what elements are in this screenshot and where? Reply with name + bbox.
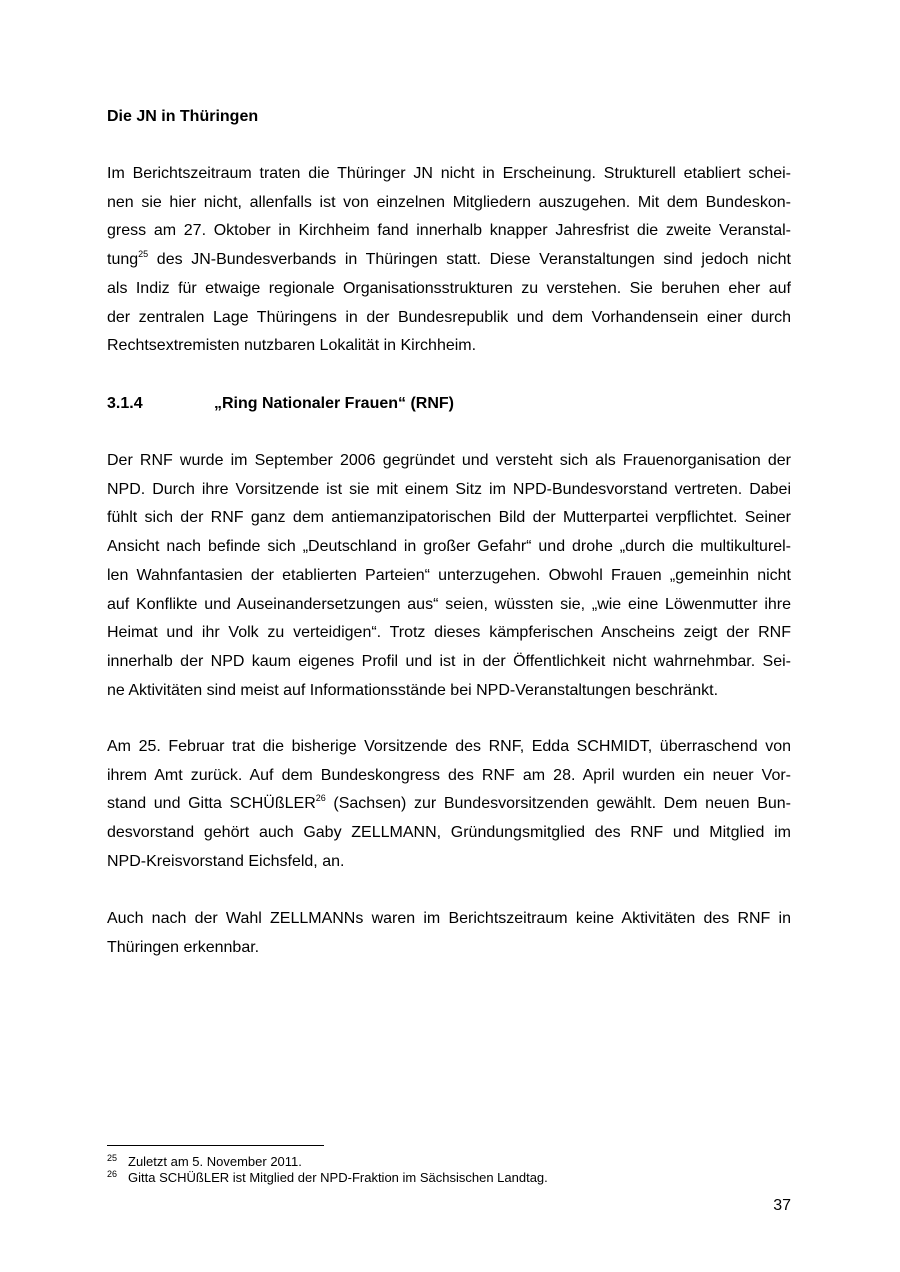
line-text: tung [107, 251, 139, 269]
paragraph-line: Im Berichtszeitraum traten die Thüringer JN nicht in Erscheinung. Strukturell etabliert schei- [107, 165, 791, 182]
paragraph-line: als Indiz für etwaige regionale Organisationsstrukturen zu verstehen. Sie beruhen eher auf [107, 279, 791, 297]
paragraph-zellmann [107, 905, 791, 962]
line-text: stand und Gitta SCHÜßLER [107, 795, 316, 813]
heading-jn-thueringen: Die JN in Thüringen [107, 108, 259, 125]
paragraph-line: Rechtsextremisten nutzbaren Lokalität in Kirchheim. [107, 337, 477, 355]
paragraph-line: len Wahnfantasien der etablierten Parteien“ unterzugehen. Obwohl Frauen „gemeinhin nicht [107, 566, 791, 584]
paragraph-line: auf Konflikte und Auseinandersetzungen aus“ seien, wüssten sie, „wie eine Löwenmutter ihre [107, 595, 791, 613]
section-number: 3.1.4 [107, 395, 143, 412]
paragraph-line: innerhalb der NPD kaum eigenes Profil und ist in der Öffentlichkeit nicht wahrnehmbar. Sei- [107, 652, 791, 670]
footnote-ref-26: 26 [315, 793, 326, 804]
paragraph-line [107, 246, 791, 275]
line-text: (Sachsen) zur Bundesvorsitzenden gewählt. Dem neuen Bun- [325, 795, 791, 813]
paragraph-line: fühlt sich der RNF ganz dem antiemanzipatorischen Bild der Mutterpartei verpflichtet. Seiner [107, 509, 791, 527]
paragraph-line [107, 790, 791, 819]
section-title: „Ring Nationaler Frauen“ (RNF) [214, 395, 455, 412]
paragraph-line: ihrem Amt zurück. Auf dem Bundeskongress des RNF am 28. April wurden ein neuer Vor- [107, 766, 791, 784]
paragraph-line: der zentralen Lage Thüringens in der Bundesrepublik und dem Vorhandensein einer durch [107, 308, 791, 326]
footnote-text: Gitta SCHÜßLER ist Mitglied der NPD-Fraktion im Sächsischen Landtag. [128, 1170, 548, 1185]
paragraph-line: ne Aktivitäten sind meist auf Informationsstände bei NPD-Veranstaltungen beschränkt. [107, 681, 719, 699]
footnote-text: Zuletzt am 5. November 2011. [128, 1154, 302, 1169]
paragraph-line: Der RNF wurde im September 2006 gegründet und versteht sich als Frauenorganisation der [107, 452, 791, 469]
footnote-separator [107, 1145, 324, 1146]
paragraph-line: desvorstand gehört auch Gaby ZELLMANN, Gründungsmitglied des RNF und Mitglied im [107, 824, 791, 842]
paragraph-line: Thüringen erkennbar. [107, 938, 260, 956]
paragraph-vorsitz [107, 733, 791, 877]
paragraph-line: Ansicht nach befinde sich „Deutschland in großer Gefahr“ und drohe „durch die multikulturel- [107, 538, 791, 556]
paragraph-line: gress am 27. Oktober in Kirchheim fand innerhalb knapper Jahresfrist die zweite Veranstal- [107, 222, 791, 240]
line-text: des JN-Bundesverbands in Thüringen statt. Diese Veranstaltungen sind jedoch nicht [148, 251, 791, 269]
paragraph-rnf [107, 447, 791, 705]
paragraph-line: nen sie hier nicht, allenfalls ist von einzelnen Mitgliedern auszugehen. Mit dem Bundeskon- [107, 193, 791, 211]
paragraph-line: NPD-Kreisvorstand Eichsfeld, an. [107, 852, 345, 870]
paragraph-line: NPD. Durch ihre Vorsitzende ist sie mit einem Sitz im NPD-Bundesvorstand vertreten. Dabei [107, 480, 791, 498]
page-number: 37 [773, 1197, 791, 1214]
footnote-25: 25 Zuletzt am 5. November 2011. [107, 1153, 302, 1169]
paragraph-line: Auch nach der Wahl ZELLMANNs waren im Berichtszeitraum keine Aktivitäten des RNF in [107, 910, 791, 927]
paragraph-jn [107, 160, 791, 361]
paragraph-line: Heimat und ihr Volk zu verteidigen“. Trotz dieses kämpferischen Anscheins zeigt der RNF [107, 624, 791, 642]
paragraph-line: Am 25. Februar trat die bisherige Vorsitzende des RNF, Edda SCHMIDT, überraschend von [107, 738, 791, 755]
footnote-ref-25: 25 [138, 249, 149, 260]
footnote-26: 26 Gitta SCHÜßLER ist Mitglied der NPD-Fraktion im Sächsischen Landtag. [107, 1169, 548, 1185]
